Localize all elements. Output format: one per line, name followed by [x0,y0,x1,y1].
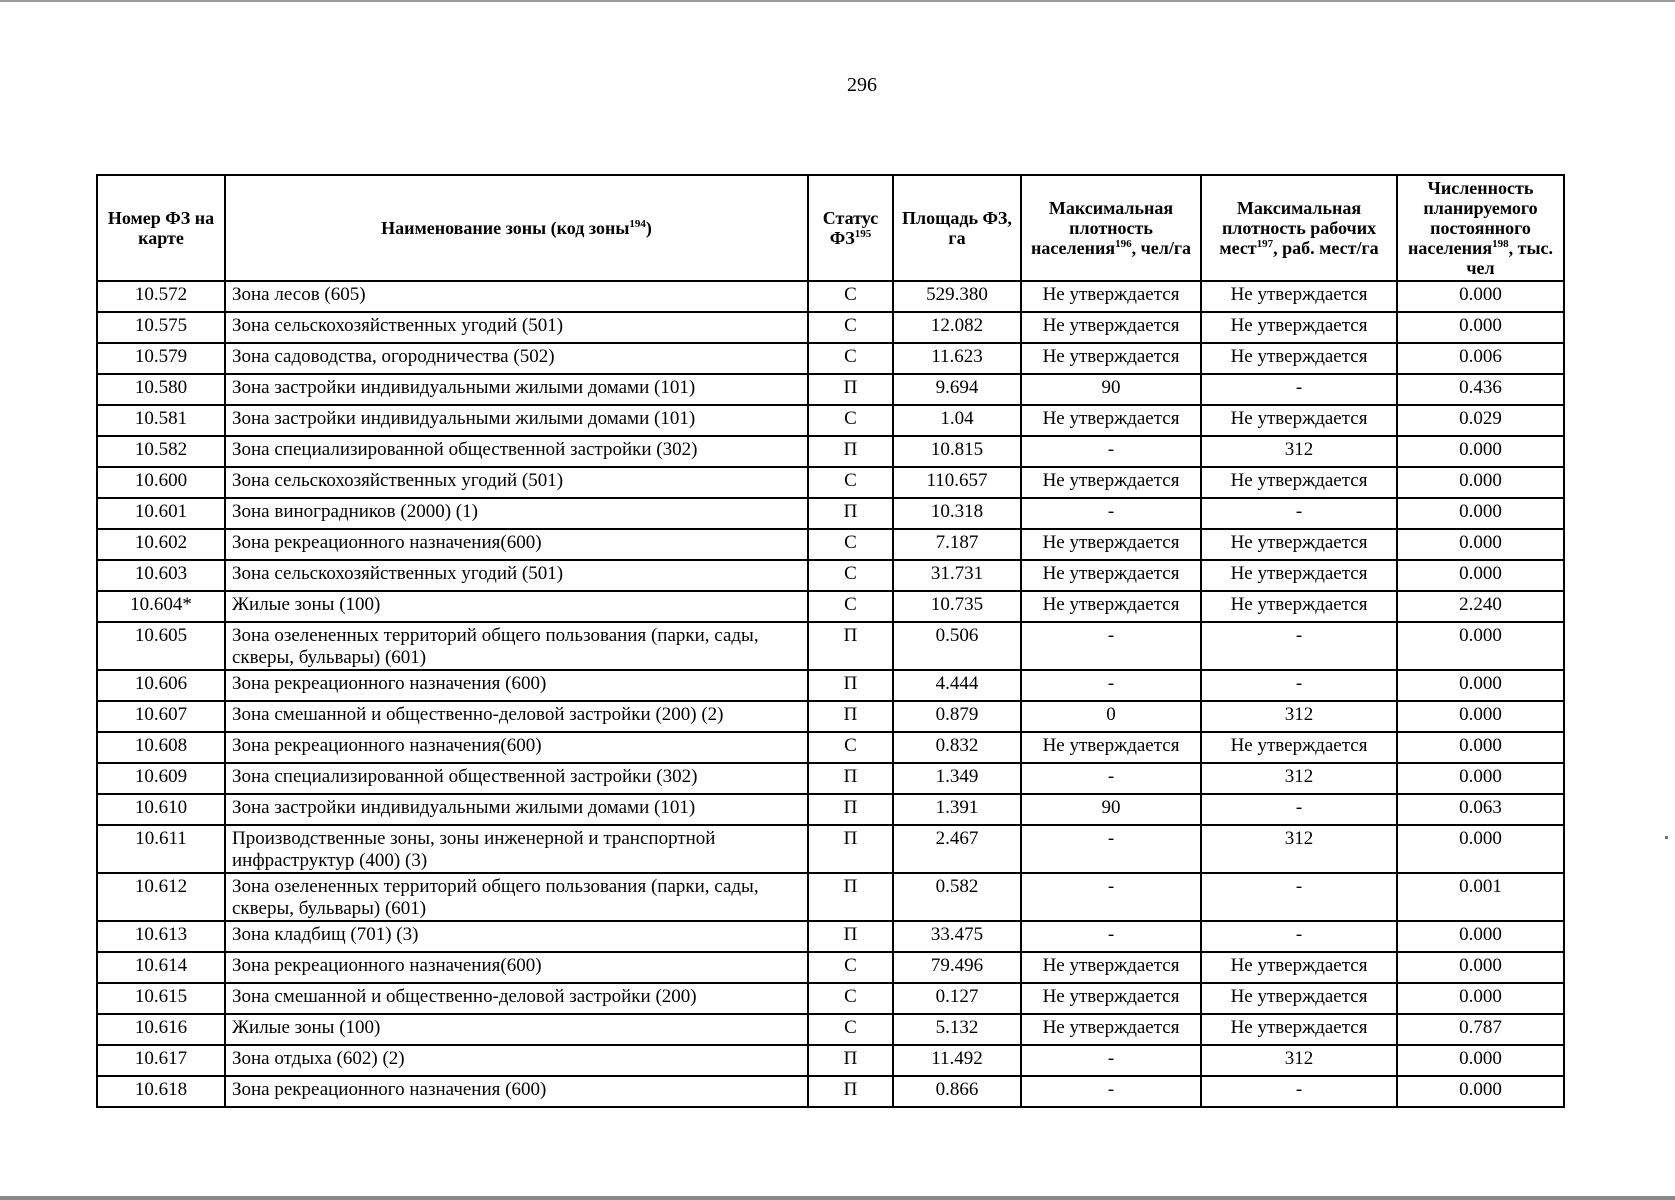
cell-number: 10.615 [97,983,225,1014]
table-row [97,436,1564,467]
cell-zone-name: Зона специализированной общественной застройки (302) [225,763,808,794]
header-population-suffix: , тыс. чел [1466,238,1554,278]
cell-work-density: - [1201,921,1397,952]
cell-status: П [808,622,893,670]
cell-number: 10.617 [97,1045,225,1076]
cell-work-density: Не утверждается [1201,467,1397,498]
header-name-suffix: ) [645,218,652,238]
table-row [97,560,1564,591]
scan-edge-bottom [0,1196,1675,1200]
cell-population: 0.029 [1397,405,1564,436]
table-row [97,1076,1564,1107]
table-body [97,281,1564,1107]
cell-status: П [808,873,893,921]
cell-pop-density: 0 [1021,701,1201,732]
cell-pop-density: Не утверждается [1021,952,1201,983]
cell-population: 0.000 [1397,825,1564,873]
cell-population: 0.000 [1397,1076,1564,1107]
cell-number: 10.603 [97,560,225,591]
cell-zone-name: Зона смешанной и общественно-деловой застройки (200) (2) [225,701,808,732]
cell-work-density: - [1201,1076,1397,1107]
cell-area: 10.735 [893,591,1021,622]
cell-pop-density: 90 [1021,374,1201,405]
table-row [97,825,1564,873]
cell-area: 79.496 [893,952,1021,983]
cell-area: 0.866 [893,1076,1021,1107]
table-row [97,1014,1564,1045]
cell-population: 0.000 [1397,921,1564,952]
header-number [97,175,225,281]
cell-zone-name: Зона смешанной и общественно-деловой застройки (200) [225,983,808,1014]
cell-pop-density: - [1021,1076,1201,1107]
cell-zone-name: Зона отдыха (602) (2) [225,1045,808,1076]
cell-number: 10.608 [97,732,225,763]
cell-area: 10.815 [893,436,1021,467]
header-status-label: Статус ФЗ [822,208,879,248]
cell-zone-name: Зона рекреационного назначения(600) [225,952,808,983]
cell-zone-name: Зона лесов (605) [225,281,808,312]
cell-number: 10.613 [97,921,225,952]
cell-work-density: - [1201,873,1397,921]
cell-status: С [808,343,893,374]
table-row [97,498,1564,529]
cell-zone-name: Зона виноградников (2000) (1) [225,498,808,529]
cell-number: 10.610 [97,794,225,825]
cell-zone-name: Зона рекреационного назначения(600) [225,732,808,763]
cell-status: С [808,405,893,436]
cell-work-density: Не утверждается [1201,529,1397,560]
cell-area: 4.444 [893,670,1021,701]
table-row [97,921,1564,952]
table-row [97,1045,1564,1076]
cell-pop-density: - [1021,498,1201,529]
cell-status: С [808,732,893,763]
cell-population: 0.000 [1397,732,1564,763]
header-work-density-label: Максимальная плотность рабочих мест [1219,198,1377,258]
cell-work-density: Не утверждается [1201,732,1397,763]
cell-zone-name: Зона рекреационного назначения(600) [225,529,808,560]
cell-work-density: Не утверждается [1201,312,1397,343]
cell-status: П [808,921,893,952]
header-population [1397,175,1564,281]
cell-population: 0.063 [1397,794,1564,825]
cell-pop-density: Не утверждается [1021,983,1201,1014]
cell-population: 0.000 [1397,763,1564,794]
cell-status: С [808,591,893,622]
cell-pop-density: Не утверждается [1021,1014,1201,1045]
zones-table [96,174,1565,1108]
cell-pop-density: - [1021,1045,1201,1076]
cell-zone-name: Зона озелененных территорий общего пользования (парки, сады, скверы, бульвары) (601) [225,622,808,670]
cell-number: 10.579 [97,343,225,374]
table-row [97,732,1564,763]
table-row [97,312,1564,343]
cell-population: 0.000 [1397,670,1564,701]
cell-area: 1.04 [893,405,1021,436]
cell-status: П [808,825,893,873]
cell-number: 10.618 [97,1076,225,1107]
cell-status: П [808,670,893,701]
cell-number: 10.572 [97,281,225,312]
cell-area: 12.082 [893,312,1021,343]
table-row [97,591,1564,622]
cell-number: 10.612 [97,873,225,921]
cell-number: 10.604* [97,591,225,622]
cell-pop-density: Не утверждается [1021,560,1201,591]
header-number-label: Номер ФЗ на карте [107,208,215,248]
cell-area: 5.132 [893,1014,1021,1045]
cell-work-density: - [1201,622,1397,670]
cell-work-density: 312 [1201,825,1397,873]
cell-pop-density: - [1021,670,1201,701]
cell-work-density: 312 [1201,763,1397,794]
header-population-footnote: 198 [1492,238,1509,250]
cell-population: 0.000 [1397,560,1564,591]
cell-status: П [808,498,893,529]
table-row [97,529,1564,560]
header-work-density-footnote: 197 [1256,238,1274,250]
cell-work-density: - [1201,374,1397,405]
cell-population: 0.000 [1397,952,1564,983]
cell-status: П [808,701,893,732]
cell-zone-name: Зона застройки индивидуальными жилыми домами (101) [225,794,808,825]
cell-zone-name: Зона застройки индивидуальными жилыми домами (101) [225,374,808,405]
cell-zone-name: Производственные зоны, зоны инженерной и транспортной инфраструктур (400) (3) [225,825,808,873]
cell-population: 0.000 [1397,281,1564,312]
header-pop-density-suffix: , чел/га [1131,238,1192,258]
cell-population: 0.006 [1397,343,1564,374]
cell-pop-density: - [1021,622,1201,670]
cell-zone-name: Зона озелененных территорий общего пользования (парки, сады, скверы, бульвары) (601) [225,873,808,921]
table-row [97,670,1564,701]
cell-population: 0.000 [1397,701,1564,732]
header-row [97,175,1564,281]
cell-number: 10.609 [97,763,225,794]
cell-status: С [808,312,893,343]
cell-area: 0.879 [893,701,1021,732]
table-row [97,281,1564,312]
header-status [808,175,893,281]
cell-number: 10.601 [97,498,225,529]
cell-zone-name: Жилые зоны (100) [225,591,808,622]
table-row [97,873,1564,921]
cell-area: 1.349 [893,763,1021,794]
cell-number: 10.614 [97,952,225,983]
header-pop-density-footnote: 196 [1115,238,1132,250]
cell-population: 0.787 [1397,1014,1564,1045]
cell-population: 0.000 [1397,529,1564,560]
scan-edge-top [0,0,1675,2]
table-row [97,983,1564,1014]
cell-zone-name: Зона рекреационного назначения (600) [225,1076,808,1107]
cell-population: 0.001 [1397,873,1564,921]
cell-pop-density: Не утверждается [1021,343,1201,374]
cell-pop-density: Не утверждается [1021,467,1201,498]
cell-zone-name: Зона застройки индивидуальными жилыми домами (101) [225,405,808,436]
cell-pop-density: Не утверждается [1021,312,1201,343]
cell-number: 10.582 [97,436,225,467]
header-name-footnote: 194 [629,218,646,230]
cell-number: 10.602 [97,529,225,560]
header-work-density-suffix: , раб. мест/га [1273,238,1379,258]
cell-population: 0.000 [1397,467,1564,498]
cell-work-density: Не утверждается [1201,983,1397,1014]
table-row [97,343,1564,374]
cell-work-density: - [1201,670,1397,701]
cell-number: 10.575 [97,312,225,343]
cell-area: 7.187 [893,529,1021,560]
cell-status: П [808,763,893,794]
cell-status: С [808,529,893,560]
table-row [97,405,1564,436]
cell-work-density: 312 [1201,436,1397,467]
cell-number: 10.607 [97,701,225,732]
table-row [97,622,1564,670]
cell-area: 2.467 [893,825,1021,873]
cell-area: 529.380 [893,281,1021,312]
cell-zone-name: Зона кладбищ (701) (3) [225,921,808,952]
cell-zone-name: Зона садоводства, огородничества (502) [225,343,808,374]
cell-work-density: Не утверждается [1201,343,1397,374]
header-work-density [1201,175,1397,281]
cell-work-density: 312 [1201,701,1397,732]
cell-number: 10.606 [97,670,225,701]
cell-zone-name: Зона специализированной общественной застройки (302) [225,436,808,467]
cell-area: 11.492 [893,1045,1021,1076]
cell-work-density: Не утверждается [1201,281,1397,312]
cell-work-density: Не утверждается [1201,1014,1397,1045]
header-area-label: Площадь ФЗ, га [902,208,1012,248]
cell-population: 0.436 [1397,374,1564,405]
header-pop-density-label: Максимальная плотность населения [1030,198,1174,258]
cell-area: 0.127 [893,983,1021,1014]
cell-area: 11.623 [893,343,1021,374]
cell-work-density: - [1201,498,1397,529]
cell-population: 0.000 [1397,622,1564,670]
cell-pop-density: - [1021,921,1201,952]
header-area [893,175,1021,281]
cell-population: 0.000 [1397,983,1564,1014]
cell-area: 1.391 [893,794,1021,825]
cell-status: П [808,1076,893,1107]
header-population-label: Численность планируемого постоянного населения [1407,178,1538,258]
header-pop-density [1021,175,1201,281]
cell-number: 10.600 [97,467,225,498]
page-number: 296 [847,74,877,96]
cell-area: 9.694 [893,374,1021,405]
cell-area: 10.318 [893,498,1021,529]
cell-status: С [808,560,893,591]
cell-area: 0.506 [893,622,1021,670]
table-row [97,701,1564,732]
cell-work-density: Не утверждается [1201,591,1397,622]
cell-pop-density: Не утверждается [1021,732,1201,763]
cell-work-density: Не утверждается [1201,952,1397,983]
cell-status: П [808,436,893,467]
cell-pop-density: Не утверждается [1021,281,1201,312]
cell-pop-density: Не утверждается [1021,405,1201,436]
cell-population: 0.000 [1397,312,1564,343]
cell-pop-density: - [1021,825,1201,873]
cell-pop-density: Не утверждается [1021,529,1201,560]
cell-number: 10.611 [97,825,225,873]
scan-mark [1665,836,1668,839]
cell-pop-density: - [1021,763,1201,794]
cell-zone-name: Жилые зоны (100) [225,1014,808,1045]
cell-work-density: 312 [1201,1045,1397,1076]
header-name [225,175,808,281]
cell-number: 10.605 [97,622,225,670]
cell-number: 10.616 [97,1014,225,1045]
cell-zone-name: Зона рекреационного назначения (600) [225,670,808,701]
cell-status: С [808,467,893,498]
cell-area: 31.731 [893,560,1021,591]
cell-zone-name: Зона сельскохозяйственных угодий (501) [225,467,808,498]
cell-area: 33.475 [893,921,1021,952]
cell-pop-density: Не утверждается [1021,591,1201,622]
cell-work-density: - [1201,794,1397,825]
table-row [97,467,1564,498]
header-name-label: Наименование зоны (код зоны [381,218,630,238]
cell-status: П [808,1045,893,1076]
cell-population: 0.000 [1397,498,1564,529]
cell-area: 0.832 [893,732,1021,763]
cell-area: 0.582 [893,873,1021,921]
cell-number: 10.581 [97,405,225,436]
cell-status: С [808,1014,893,1045]
cell-status: С [808,983,893,1014]
cell-pop-density: - [1021,873,1201,921]
table-row [97,374,1564,405]
cell-pop-density: 90 [1021,794,1201,825]
cell-status: С [808,281,893,312]
cell-pop-density: - [1021,436,1201,467]
cell-zone-name: Зона сельскохозяйственных угодий (501) [225,312,808,343]
table-row [97,794,1564,825]
cell-population: 0.000 [1397,1045,1564,1076]
cell-status: П [808,794,893,825]
cell-status: С [808,952,893,983]
header-status-footnote: 195 [854,228,872,240]
cell-number: 10.580 [97,374,225,405]
table-row [97,763,1564,794]
cell-work-density: Не утверждается [1201,560,1397,591]
cell-status: П [808,374,893,405]
cell-zone-name: Зона сельскохозяйственных угодий (501) [225,560,808,591]
cell-population: 0.000 [1397,436,1564,467]
cell-area: 110.657 [893,467,1021,498]
cell-population: 2.240 [1397,591,1564,622]
table-row [97,952,1564,983]
cell-work-density: Не утверждается [1201,405,1397,436]
